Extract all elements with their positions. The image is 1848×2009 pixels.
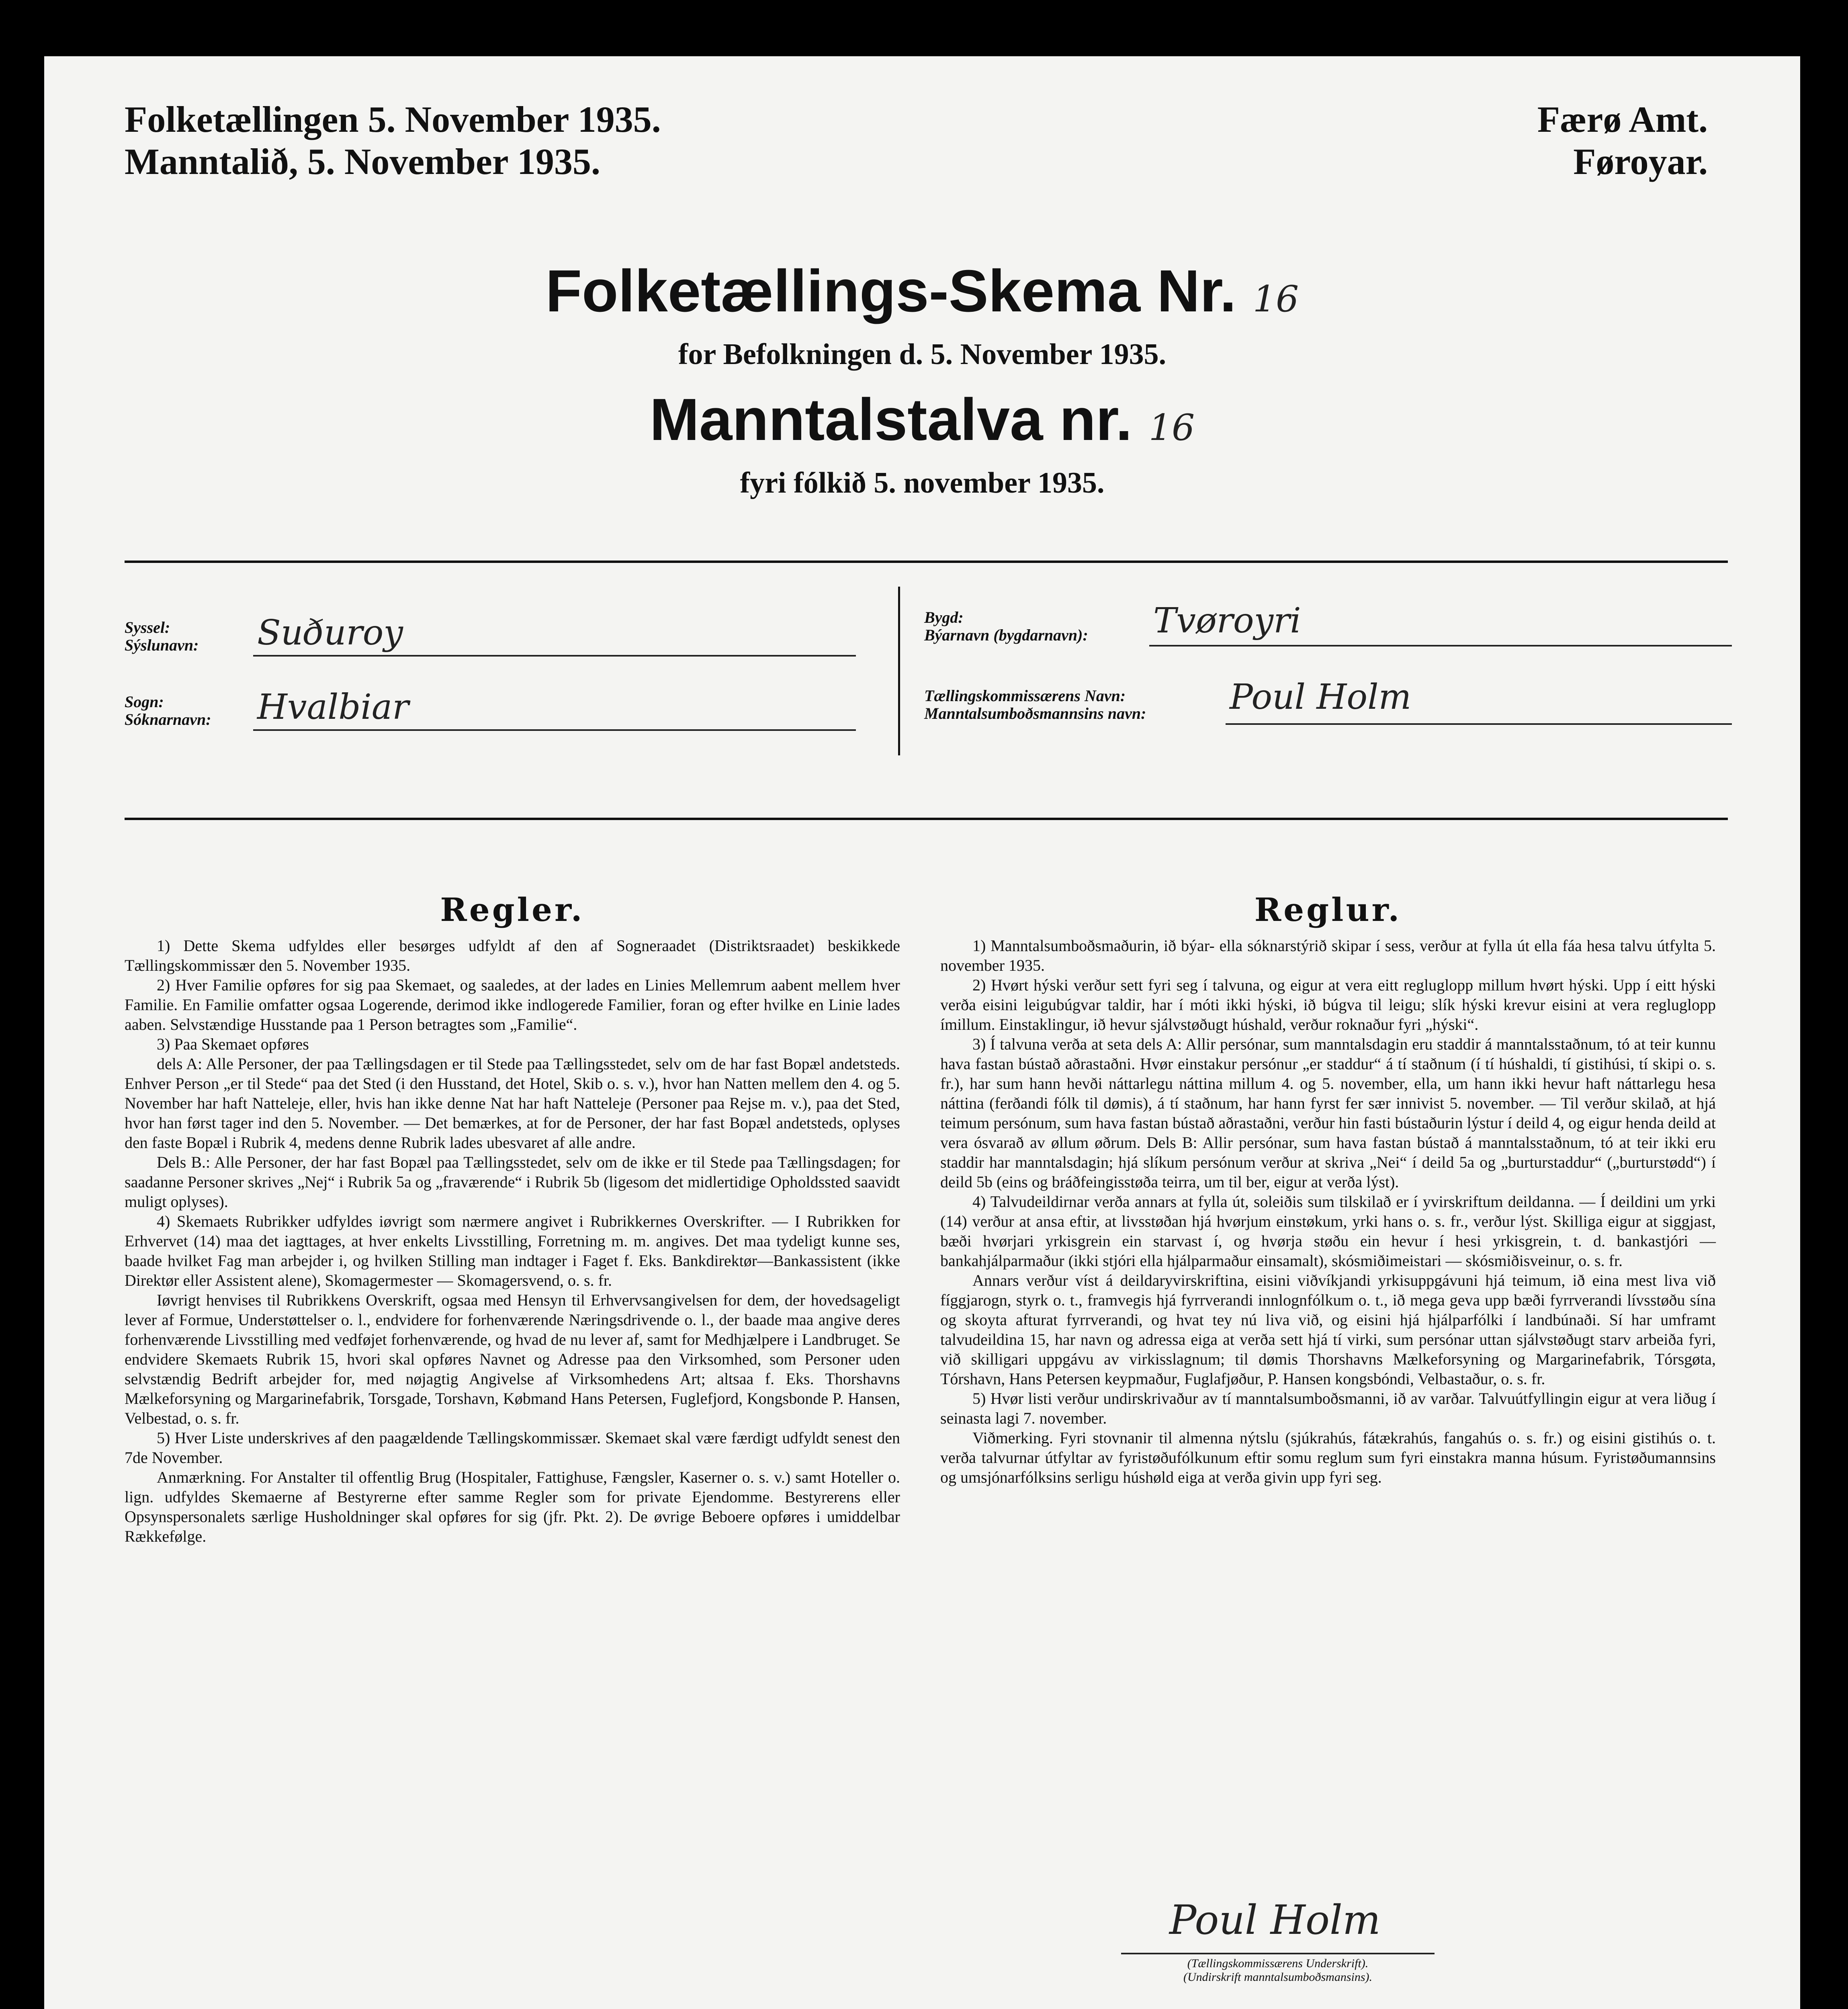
title-danish (44, 257, 1800, 325)
reglur-para: 5) Hvør listi verður undirskrivaður av tí manntalsumboðsmanni, ið av varðar. Talvuútfyllingin eigur at vera liðug í seinasta lagi 7. november. (940, 1389, 1716, 1427)
signature-value: Poul Holm (1169, 1896, 1381, 1944)
header-right-line1: Færø Amt. (1537, 99, 1708, 140)
regler-para: 1) Dette Skema udfyldes eller besørges udfyldt af den af Sogneraadet (Distriktsraadet) beskikkede Tællingskommissær den 5. November 1935. (125, 937, 900, 974)
kommissaer-value: Poul Holm (1230, 677, 1412, 717)
header-right-line2: Føroyar. (1573, 141, 1708, 182)
header-left-line2: Manntalið, 5. November 1935. (125, 141, 601, 182)
header-left-line1: Folketællingen 5. November 1935. (125, 99, 661, 140)
reglur-para: 4) Talvudeildirnar verða annars at fylla út, soleiðis sum tilskilað er í yvirskriftum deildanna. — Í deildini um yrki (14) verður at ansa eftir, at livsstøðan hjá hvørjum einstøkum, yrki hans o. s. fr., verður lýst. Skilliga eigur at siggjast, bæði hvørjari yrkisgrein ein starvast í, og hvørja støðu ein hevur í hesi yrkisgrein, t. d. bankastjóri — bankahjálparmaður (ikki stjóri ella hjálparmaður einsamalt), skósmiðimeistari — skósmiðisveinur, o. s. fr. (940, 1193, 1716, 1270)
title-danish-text: Folketællings-Skema Nr. (545, 258, 1236, 324)
signature-line (1121, 1953, 1435, 1954)
reglur-para: Viðmerking. Fyri stovnanir til almenna nýtslu (sjúkrahús, fátækrahús, fangahús o. s. fr.) og eisini gistihús o. t. verða talvurnar útfyltar av fyristøðufólkunum eftir somu reglum sum fyri einstakra manna húsum. Fyristøðumannsins og umsjónarfólksins serligu húshøld eiga at verða givin upp fyri seg. (940, 1429, 1716, 1486)
bygd-value: Tvøroyri (1153, 601, 1301, 641)
reglur-para: Annars verður víst á deildaryvirskriftina, eisini viðvíkjandi yrkisuppgávuni hjá teimum, ið eina mest liva við fíggjarogn, styrk o. t., framvegis hjá fyrrverandi innlognfólkum o. t., ið mega geva upp bæði fyrrverandi lívsstøðu sína og skoyta afturat fyrrverandi, og hvat tey nú liva við, og eisini hjá hjálparfólki í landbúnaði. Sí har umframt talvudeildina 15, har navn og adressa eiga at verða sett hjá tí virki, sum persónar uttan sjálvstøðugt starv arbeiða fyri, við skilligari uppgávu av virkisslagnum; til dømis Thorshavns Mælkeforsyning og Margarinefabrik, Tórsgøta, Tórshavn, Hans Petersen keypmaður, Fuglafjøður, P. Hansen kongsbóndi, Velbastaður, o. s. fr. (940, 1271, 1716, 1388)
regler-para: dels A: Alle Personer, der paa Tællingsdagen er til Stede paa Tællingsstedet, selv om de har fast Bopæl andetsteds. Enhver Person „er til Stede“ paa det Sted (i den Husstand, det Hotel, Skib o. s. v.), hvor han Natten mellem den 4. og 5. November har haft Natteleje, eller, hvis han ikke denne Nat har haft Natteleje (Personer paa Rejse m. v.), paa det Sted, hvor han først tager ind den 5. November. — Det bemærkes, at for de Personer, der har fast Bopæl andetsteds, oplyses den faste Bopæl i Rubrik 4, medens denne Rubrik lades ubesvaret af alle andre. (125, 1055, 900, 1152)
subtitle-faroese: fyri fólkið 5. november 1935. (740, 466, 1105, 499)
field-divider (898, 587, 900, 755)
title-faroese (44, 386, 1800, 454)
signature-caption: (Tællingskommissærens Underskrift). (Undirskrift manntalsumboðsmansins). (1183, 1957, 1373, 1984)
census-form-page (44, 56, 1800, 2009)
kommissaer-label: Tællingskommissærens Navn: Manntalsumboðsmannsins navn: (924, 687, 1146, 722)
sogn-value: Hvalbiar (257, 687, 409, 727)
syssel-label: Syssel: Sýslunavn: (125, 618, 199, 654)
syssel-line (253, 655, 856, 657)
bottom-rule (125, 818, 1728, 820)
syssel-value: Suðuroy (257, 613, 403, 653)
reglur-para: 2) Hvørt hýski verður sett fyri seg í talvuna, og eigur at vera eitt regluglopp millum hvørt hýski. Upp í eitt hýski verða eisini leigubúgvar taldir, har í móti ikki hýski, ið búgva til leigu; slík hýski krevur eisini at vera regluglopp ímillum. Einstaklingur, ið hevur sjálvstøðugt húshald, verður roknaður fyri „hýski“. (940, 976, 1716, 1033)
title-faroese-number: 16 (1148, 407, 1195, 449)
sogn-label: Sogn: Sóknarnavn: (125, 693, 211, 728)
regler-para: Dels B.: Alle Personer, der har fast Bopæl paa Tællingsstedet, selv om de ikke er til Stede paa Tællingsdagen; for saadanne Personer skrives „Nej“ i Rubrik 5a og „fraværende“ i Rubrik 5b (ligesom det midlertidige Opholdssted saavidt muligt oplyses). (125, 1153, 900, 1211)
reglur-para: 1) Manntalsumboðsmaðurin, ið býar- ella sóknarstýrið skipar í sess, verður at fylla út ella fáa hesa talvu útfylta 5. november 1935. (940, 937, 1716, 974)
regler-para: 3) Paa Skemaet opføres (157, 1035, 309, 1053)
sogn-line (253, 729, 856, 731)
bygd-line (1149, 645, 1732, 646)
regler-column (125, 891, 900, 1546)
header-right (1537, 98, 1708, 183)
bygd-label: Bygd: Býarnavn (bygdarnavn): (924, 608, 1088, 644)
top-rule (125, 561, 1728, 563)
reglur-column (940, 891, 1716, 1487)
regler-para: 2) Hver Familie opføres for sig paa Skemaet, og saaledes, at der lades en Linies Mellemrum aabent mellem hver Familie. En Familie omfatter ogsaa Logerende, derimod ikke indlogerede Familier, foran og efter hvilke en Linie lades aaben. Selvstændige Husstande paa 1 Person betragtes som „Familie“. (125, 976, 900, 1033)
regler-para: Iøvrigt henvises til Rubrikkens Overskrift, ogsaa med Hensyn til Erhvervsangivelsen for dem, der hovedsageligt lever af Formue, Understøttelser o. l., endvidere for forhenværende Næringsdrivende o. l., der baade maa angive deres forhenværende Livsstilling med vedføjet forhenværende, og hvad de nu lever af, samt for Medhjælpere i Landbruget. Se endvidere Skemaets Rubrik 15, hvori skal opføres Navnet og Adresse paa den Virksomhed, som Personer uden selvstændig Bedrift arbejder for, med nøjagtig Angivelse af Virksomhedens Art; altsaa f. Eks. Thorshavns Mælkeforsyning og Margarinefabrik, Torsgade, Torshavn, Købmand Hans Petersen, Fuglefjord, Kongsbonde P. Hansen, Velbestad, o. s. fr. (125, 1291, 900, 1427)
regler-para: 5) Hver Liste underskrives af den paagældende Tællingskommissær. Skemaet skal være færdigt udfyldt senest den 7de November. (125, 1429, 900, 1467)
title-faroese-text: Manntalstalva nr. (649, 387, 1132, 453)
reglur-heading: Reglur. (1254, 891, 1402, 929)
regler-heading: Regler. (440, 891, 585, 929)
title-danish-number: 16 (1252, 278, 1299, 320)
header-left (125, 98, 661, 183)
reglur-para: 3) Í talvuna verða at seta dels A: Allir persónar, sum manntalsdagin eru staddir á manntalsstaðnum, tó at teir kunnu hava fastan bústað aðrastaðni. Hvør einstakur persónur „er staddur“ á tí staðnum (í tí húshaldi, tí gistihúsi, tí skipi o. s. fr.), har sum hann hevði náttarlegu náttina millum 4. og 5. november, ella, um hann ikki hevur haft náttarlegu hesa náttina (ferðandi fólk til dømis), á tí staðnum, har hann fyrst fer sær innivist 5. november. — Til verður skilað, at hjá teimum persónum, sum hava fastan bústað aðrastaðni, verður hin fasti bústaðurin lýstur í deild 4, og eigur henda deild at vera ósvarað av øllum øðrum. Dels B: Allir persónar, sum hava fastan bústað á manntalsstaðnum, tó at teir ikki eru staddir har manntalsdagin; hjá slíkum persónum verður at skriva „Nei“ í deild 5a og „burturstaddur“ („burturstødd“) í deild 5b (eins og bráðfeingisstøða teirra, um til ber, eigur at verða lýst). (940, 1035, 1716, 1191)
regler-para: Anmærkning. For Anstalter til offentlig Brug (Hospitaler, Fattighuse, Fængsler, Kaserner o. s. v.) samt Hoteller o. lign. udfyldes Skemaerne af Bestyrerne efter samme Regler som for private Ejendomme. Bestyrerens eller Opsynspersonalets særlige Husholdninger skal opføres for sig (jfr. Pkt. 2). De øvrige Beboere opføres i umiddelbar Rækkefølge. (125, 1468, 900, 1545)
regler-para: 4) Skemaets Rubrikker udfyldes iøvrigt som nærmere angivet i Rubrikkernes Overskrifter. — I Rubrikken for Erhvervet (14) maa det iagttages, at hver enkelts Livsstilling, Forretning m. m. angives. Det maa tydeligt kunne ses, baade hvilket Fag man arbejder i, og hvilken Stilling man indtager i Faget f. Eks. Bankdirektør—Bankassistent (ikke Direktør eller Assistent alene), Skomagermester — Skomagersvend, o. s. fr. (125, 1212, 900, 1289)
kommissaer-line (1226, 723, 1732, 725)
subtitle-danish: for Befolkningen d. 5. November 1935. (678, 338, 1167, 371)
